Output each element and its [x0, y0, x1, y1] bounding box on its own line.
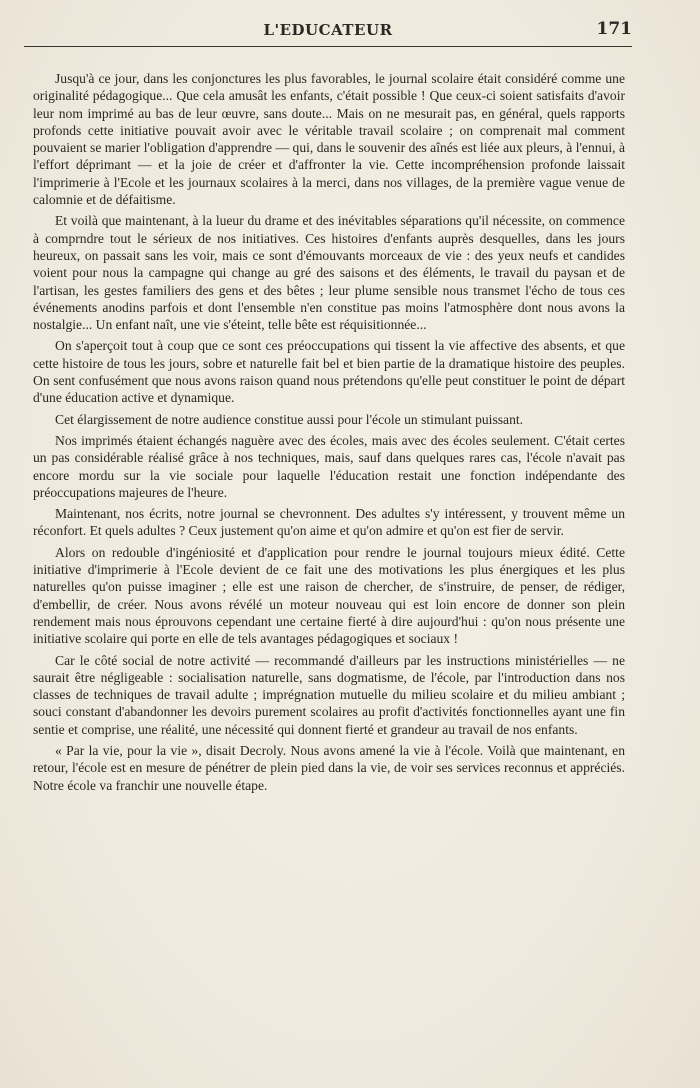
running-title: L'EDUCATEUR [263, 21, 393, 39]
article-body [33, 70, 625, 798]
paragraph: « Par la vie, pour la vie », disait Decroly. Nous avons amené la vie à l'école. Voilà que maintenant, en retour, l'école est en mesure de pénétrer de plein pied dans la vie, de voir ses services reconnus et appréciés. Notre école va franchir une nouvelle étape. [33, 742, 625, 793]
paragraph: Jusqu'à ce jour, dans les conjonctures les plus favorables, le journal scolaire était considéré comme une originalité pédagogique... Que cela amusât les enfants, c'était possible ! Que ceux-ci soient satisfaits d'avoir leur nom imprimé au bas de leur œuvre, sans doute... Mais on ne mesurait pas, en général, quels rapports profonds cette initiative pouvait avoir avec le véritable travail scolaire ; on comprenait mal comment pouvaient se marier l'obligation d'apprendre — qui, dans le souvenir des aînés est liée aux pleurs, à l'ennui, à l'effort déprimant — et la joie de créer et d'affronter la vie. Cette incompréhension profonde laissait l'imprimerie à l'Ecole et les journaux scolaires à la merci, dans nos villages, de la première vague venue de calomnie et de défaitisme. [33, 71, 625, 208]
paragraph: Car le côté social de notre activité — recommandé d'ailleurs par les instructions ministérielles — ne saurait être négligeable : socialisation naturelle, sans dogmatisme, de l'école, par l'introduction dans nos classes de techniques de travail adulte ; imprégnation mutuelle du milieu scolaire et du milieu ambiant ; souci constant d'abandonner les devoirs purement scolaires au profit d'activités fonctionnelles ayant une fin sentie et comprise, une réalité, une nécessité qui donnent fierté et grandeur au travail de nos enfants. [33, 652, 625, 737]
paragraph: Nos imprimés étaient échangés naguère avec des écoles, mais avec des écoles seulement. C'était certes un pas considérable réalisé grâce à nos techniques, mais, sauf dans quelques rares cas, l'école n'avait pas encore mordu sur la vie sociale pour laquelle l'éducation restait une fonction indépendante des préoccupations majeures de l'heure. [33, 432, 625, 500]
paragraph: Cet élargissement de notre audience constitue aussi pour l'école un stimulant puissant. [55, 411, 524, 427]
paragraph: Maintenant, nos écrits, notre journal se chevronnent. Des adultes s'y intéressent, y trouvent même un réconfort. Et quels adultes ? Ceux justement qu'on aime et qu'on admire et qu'on est fier de servir. [33, 506, 625, 539]
paragraph: Alors on redouble d'ingéniosité et d'application pour rendre le journal toujours mieux édité. Cette initiative d'imprimerie à l'Ecole devient de ce fait une des motivations les plus énergiques et les plus naturelles qu'on puisse imaginer ; elle est une raison de chercher, de s'instruire, de penser, de rédiger, d'embellir, de créer. Nous avons révélé un moteur nouveau qui est loin encore de donner son plein rendement mais nous éprouvons cependant une certaine fierté à dire aujourd'hui : qu'on nous présente une initiative scolaire qui porte en elle de tels avantages pédagogiques et sociaux ! [33, 544, 625, 647]
page-number: 171 [596, 19, 632, 39]
page-header [24, 18, 632, 47]
paragraph: On s'aperçoit tout à coup que ce sont ces préoccupations qui tissent la vie affective des absents, et que cette histoire de tous les jours, sobre et naturelle fait bel et bien partie de la dramatique histoire des peuples. On sent confusément que nous avons raison quand nous prétendons qu'elle peut constituer le point de départ d'une éducation active et dynamique. [33, 338, 625, 406]
paragraph: Et voilà que maintenant, à la lueur du drame et des inévitables séparations qu'il nécessite, on commence à comprndre tout le sérieux de nos initiatives. Ces histoires d'enfants auprès desquelles, dans les jours heureux, on passait sans les voir, mais ce sont d'émouvants morceaux de vie : des yeux neufs et candides voient pour nous la campagne qui change au gré des saisons et des éléments, le travail du paysan et de l'artisan, les gestes familiers des gens et des bêtes ; leur plume sensible nous transmet l'écho de tous ces événements anodins parfois et dont l'ensemble n'en constitue pas moins l'atmosphère dont nous avons la nostalgie... Un enfant naît, une vie s'éteint, telle bête est réquisitionnée... [33, 213, 625, 333]
